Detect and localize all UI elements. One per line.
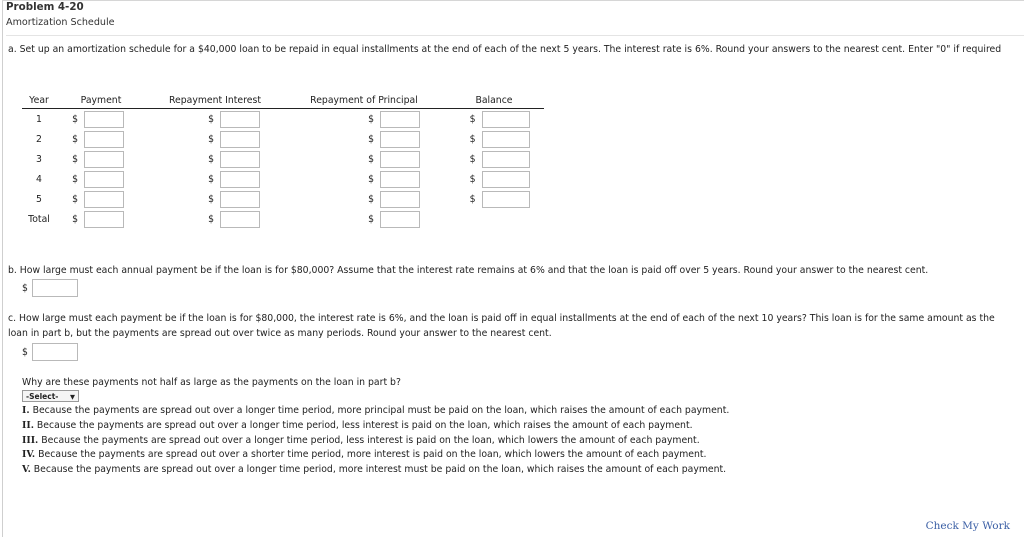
total-interest-input[interactable] [220, 211, 260, 228]
total-payment-input[interactable] [84, 211, 124, 228]
total-label: Total [28, 213, 50, 225]
dollar-sign: $ [368, 213, 374, 225]
table-row [22, 169, 544, 189]
dollar-sign: $ [368, 173, 374, 185]
dollar-sign: $ [368, 193, 374, 205]
option-text: Because the payments are spread out over a longer time period, more interest must be paid on the loan, which raises the amount of each payment. [33, 464, 727, 476]
table-row [22, 129, 544, 149]
balance-input[interactable] [482, 131, 530, 148]
part-b-input[interactable] [32, 279, 78, 297]
principal-input[interactable] [380, 171, 420, 188]
option-text: Because the payments are spread out over a longer time period, more principal must be paid on the loan, which raises the amount of each payment. [32, 405, 730, 416]
payment-input[interactable] [84, 131, 124, 148]
principal-input[interactable] [380, 111, 420, 128]
option-numeral: I. [22, 405, 30, 416]
options-list [22, 404, 729, 478]
list-item [22, 419, 729, 434]
dollar-sign: $ [469, 153, 476, 165]
dollar-sign: $ [72, 113, 78, 125]
table-row [22, 189, 544, 209]
dollar-sign: $ [208, 153, 214, 165]
interest-input[interactable] [220, 191, 260, 208]
table-row [22, 149, 544, 169]
list-item [22, 404, 729, 419]
dollar-sign: $ [208, 113, 214, 125]
part-c-answer [22, 343, 78, 361]
principal-input[interactable] [380, 131, 420, 148]
year-cell: 5 [36, 193, 42, 205]
dollar-sign: $ [22, 282, 28, 294]
answer-select[interactable] [22, 390, 79, 402]
part-c-prompt [8, 311, 998, 341]
amortization-table [22, 92, 544, 229]
year-cell: 1 [36, 113, 42, 125]
interest-input[interactable] [220, 171, 260, 188]
option-numeral: II. [22, 419, 34, 431]
year-cell: 3 [36, 153, 42, 165]
balance-input[interactable] [482, 111, 530, 128]
interest-input[interactable] [220, 131, 260, 148]
option-text: Because the payments are spread out over a longer time period, less interest is paid on the loan, which raises the amount of each payment. [36, 419, 693, 431]
problem-subtitle: Amortization Schedule [6, 17, 115, 28]
dollar-sign: $ [208, 193, 214, 205]
balance-input[interactable] [482, 151, 530, 168]
header-divider [6, 35, 1024, 36]
col-balance: Balance [444, 92, 544, 109]
dollar-sign: $ [208, 213, 214, 225]
col-repayment-interest: Repayment Interest [146, 92, 284, 109]
part-b-prompt [8, 263, 1020, 278]
table-row [22, 109, 544, 130]
dollar-sign: $ [72, 153, 78, 165]
col-year: Year [22, 92, 56, 109]
dollar-sign: $ [22, 346, 28, 358]
dollar-sign: $ [469, 193, 476, 205]
interest-input[interactable] [220, 151, 260, 168]
dollar-sign: $ [72, 213, 78, 225]
list-item [22, 434, 729, 449]
payment-input[interactable] [84, 191, 124, 208]
total-principal-input[interactable] [380, 211, 420, 228]
table-header-row [22, 92, 544, 109]
part-b-answer [22, 279, 78, 297]
col-payment: Payment [56, 92, 146, 109]
problem-title: Problem 4-20 [6, 1, 84, 13]
select-value: -Select- [26, 392, 59, 401]
part-c-text: c. How large must each payment be if the loan is for $80,000, the interest rate is 6%, and the loan is paid off in equal installments at the end of each of the next 10 years? This loan is for the same amount as the loan in part b, but the payments are spread out over twice as many periods. Round your answer to the nearest cent. [8, 313, 995, 339]
list-item [22, 448, 729, 463]
dollar-sign: $ [72, 173, 78, 185]
option-numeral: V. [22, 464, 31, 476]
dollar-sign: $ [208, 173, 214, 185]
dollar-sign: $ [368, 113, 374, 125]
total-row [22, 209, 544, 229]
payment-input[interactable] [84, 111, 124, 128]
interest-input[interactable] [220, 111, 260, 128]
part-b-text: b. How large must each annual payment be if the loan is for $80,000? Assume that the interest rate remains at 6% and that the loan is paid off over 5 years. Round your answer to the nearest cent. [8, 265, 929, 276]
dollar-sign: $ [72, 193, 78, 205]
principal-input[interactable] [380, 151, 420, 168]
part-a-prompt [8, 42, 1020, 57]
year-cell: 2 [36, 133, 42, 145]
year-cell: 4 [36, 173, 42, 185]
col-repayment-principal: Repayment of Principal [284, 92, 444, 109]
dollar-sign: $ [469, 133, 476, 145]
dropdown-arrow-icon: ▼ [70, 393, 75, 401]
part-a-text: a. Set up an amortization schedule for a $40,000 loan to be repaid in equal installments at the end of each of the next 5 years. The interest rate is 6%. Round your answers to the nearest cent. Enter "0" if required [8, 44, 1002, 55]
option-text: Because the payments are spread out over a shorter time period, more interest is paid on the loan, which lowers the amount of each payment. [38, 449, 707, 461]
dollar-sign: $ [208, 133, 214, 145]
principal-input[interactable] [380, 191, 420, 208]
balance-input[interactable] [482, 191, 530, 208]
part-c-question: Why are these payments not half as large as the payments on the loan in part b? [22, 377, 401, 388]
top-divider [2, 0, 1024, 1]
payment-input[interactable] [84, 171, 124, 188]
dollar-sign: $ [368, 133, 374, 145]
dollar-sign: $ [469, 173, 476, 185]
option-text: Because the payments are spread out over a longer time period, less interest is paid on the loan, which lowers the amount of each payment. [41, 434, 700, 446]
option-numeral: III. [22, 434, 39, 446]
option-numeral: IV. [22, 449, 36, 461]
balance-input[interactable] [482, 171, 530, 188]
dollar-sign: $ [469, 113, 476, 125]
dollar-sign: $ [368, 153, 374, 165]
part-c-input[interactable] [32, 343, 78, 361]
list-item [22, 463, 729, 478]
dollar-sign: $ [72, 133, 78, 145]
payment-input[interactable] [84, 151, 124, 168]
check-my-work-link[interactable]: Check My Work [925, 520, 1010, 532]
